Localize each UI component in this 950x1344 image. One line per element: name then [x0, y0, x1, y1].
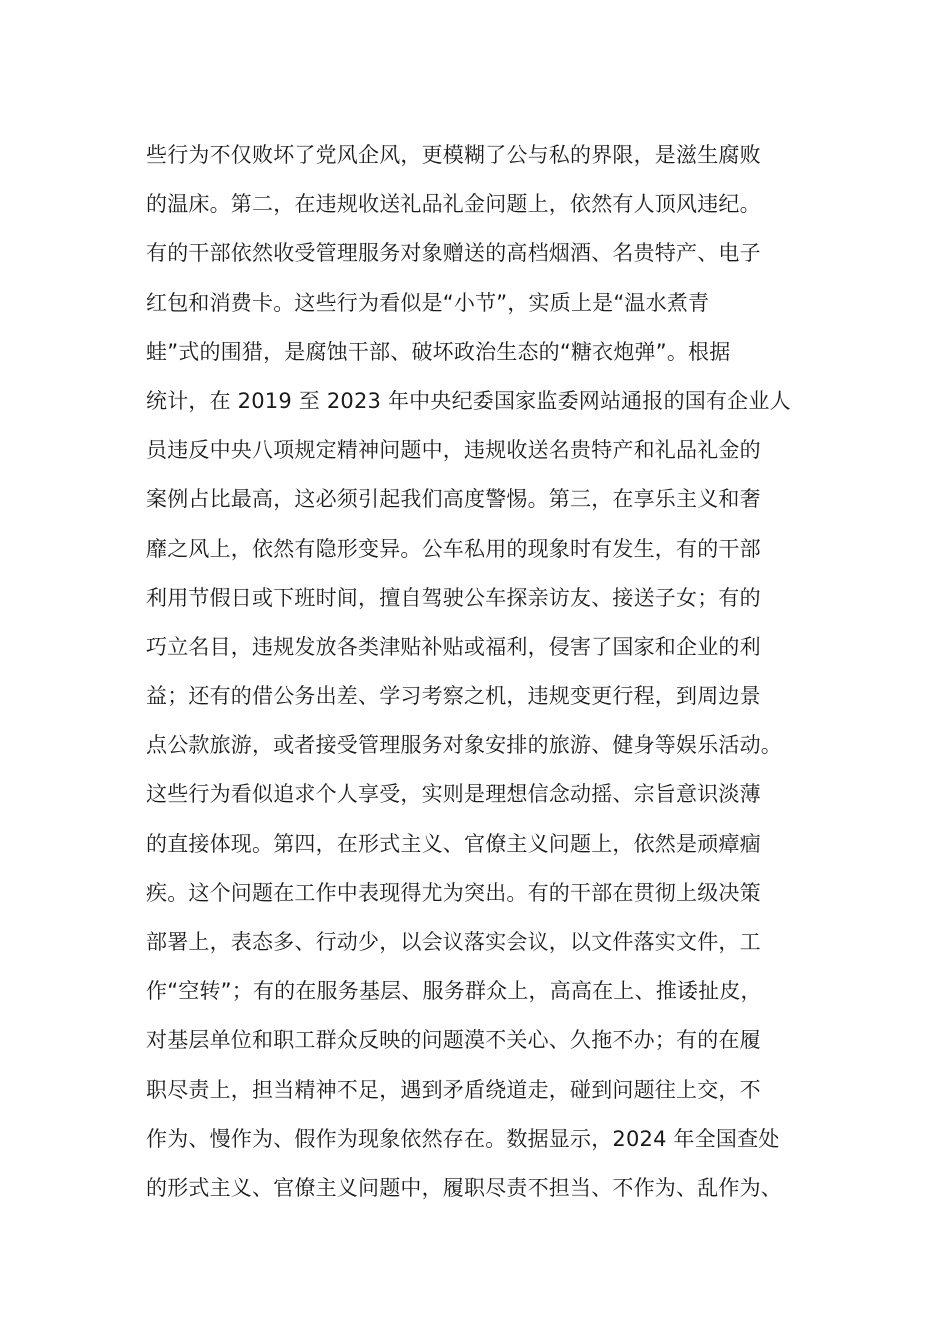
text-line: 靡之风上，依然有隐形变异。公车私用的现象时有发生，有的干部 [146, 536, 761, 561]
text-line: 部署上，表态多、行动少，以会议落实会议，以文件落实文件，工 [146, 930, 761, 954]
text-line: 疾。这个问题在工作中表现得尤为突出。有的干部在贯彻上级决策 [146, 880, 761, 905]
text-line: 对基层单位和职工群众反映的问题漠不关心、久拖不办；有的在履 [146, 1028, 761, 1053]
text-line: 有的干部依然收受管理服务对象赠送的高档烟酒、名贵特产、电子 [146, 241, 761, 266]
text-line: 作“空转”；有的在服务基层、服务群众上，高高在上、推诿扯皮， [146, 979, 762, 1004]
text-line: 巧立名目，违规发放各类津贴补贴或福利，侵害了国家和企业的利 [146, 634, 761, 659]
text-line: 这些行为看似追求个人享受，实则是理想信念动摇、宗旨意识淡薄 [146, 782, 761, 807]
text-line: 的温床。第二，在违规收送礼品礼金问题上，依然有人顶风违纪。 [146, 192, 761, 217]
text-line: 红包和消费卡。这些行为看似是“小节”，实质上是“温水煮青 [146, 290, 710, 315]
text-line: 点公款旅游，或者接受管理服务对象安排的旅游、健身等娱乐活动。 [146, 733, 782, 758]
text-line: 的直接体现。第四，在形式主义、官僚主义问题上，依然是顽瘴痼 [146, 831, 761, 856]
text-line: 些行为不仅败坏了党风企风，更模糊了公与私的界限，是滋生腐败 [146, 143, 761, 167]
body-text [146, 131, 826, 1213]
text-line: 作为、慢作为、假作为现象依然存在。数据显示，2024 年全国查处 [146, 1126, 780, 1151]
text-line: 案例占比最高，这必须引起我们高度警惕。第三，在享乐主义和奢 [146, 487, 761, 512]
text-line: 利用节假日或下班时间，擅自驾驶公车探亲访友、接送子女；有的 [146, 585, 761, 610]
text-line: 统计，在 2019 至 2023 年中央纪委国家监委网站通报的国有企业人 [146, 388, 791, 413]
text-line: 的形式主义、官僚主义问题中，履职尽责不担当、不作为、乱作为、 [146, 1175, 782, 1200]
text-line: 职尽责上，担当精神不足，遇到矛盾绕道走，碰到问题往上交，不 [146, 1077, 761, 1102]
text-line: 员违反中央八项规定精神问题中，违规收送名贵特产和礼品礼金的 [146, 438, 761, 463]
text-line: 蛙”式的围猎，是腐蚀干部、破坏政治生态的“糖衣炮弹”。根据 [146, 339, 731, 364]
text-line: 益；还有的借公务出差、学习考察之机，违规变更行程，到周边景 [146, 684, 761, 709]
